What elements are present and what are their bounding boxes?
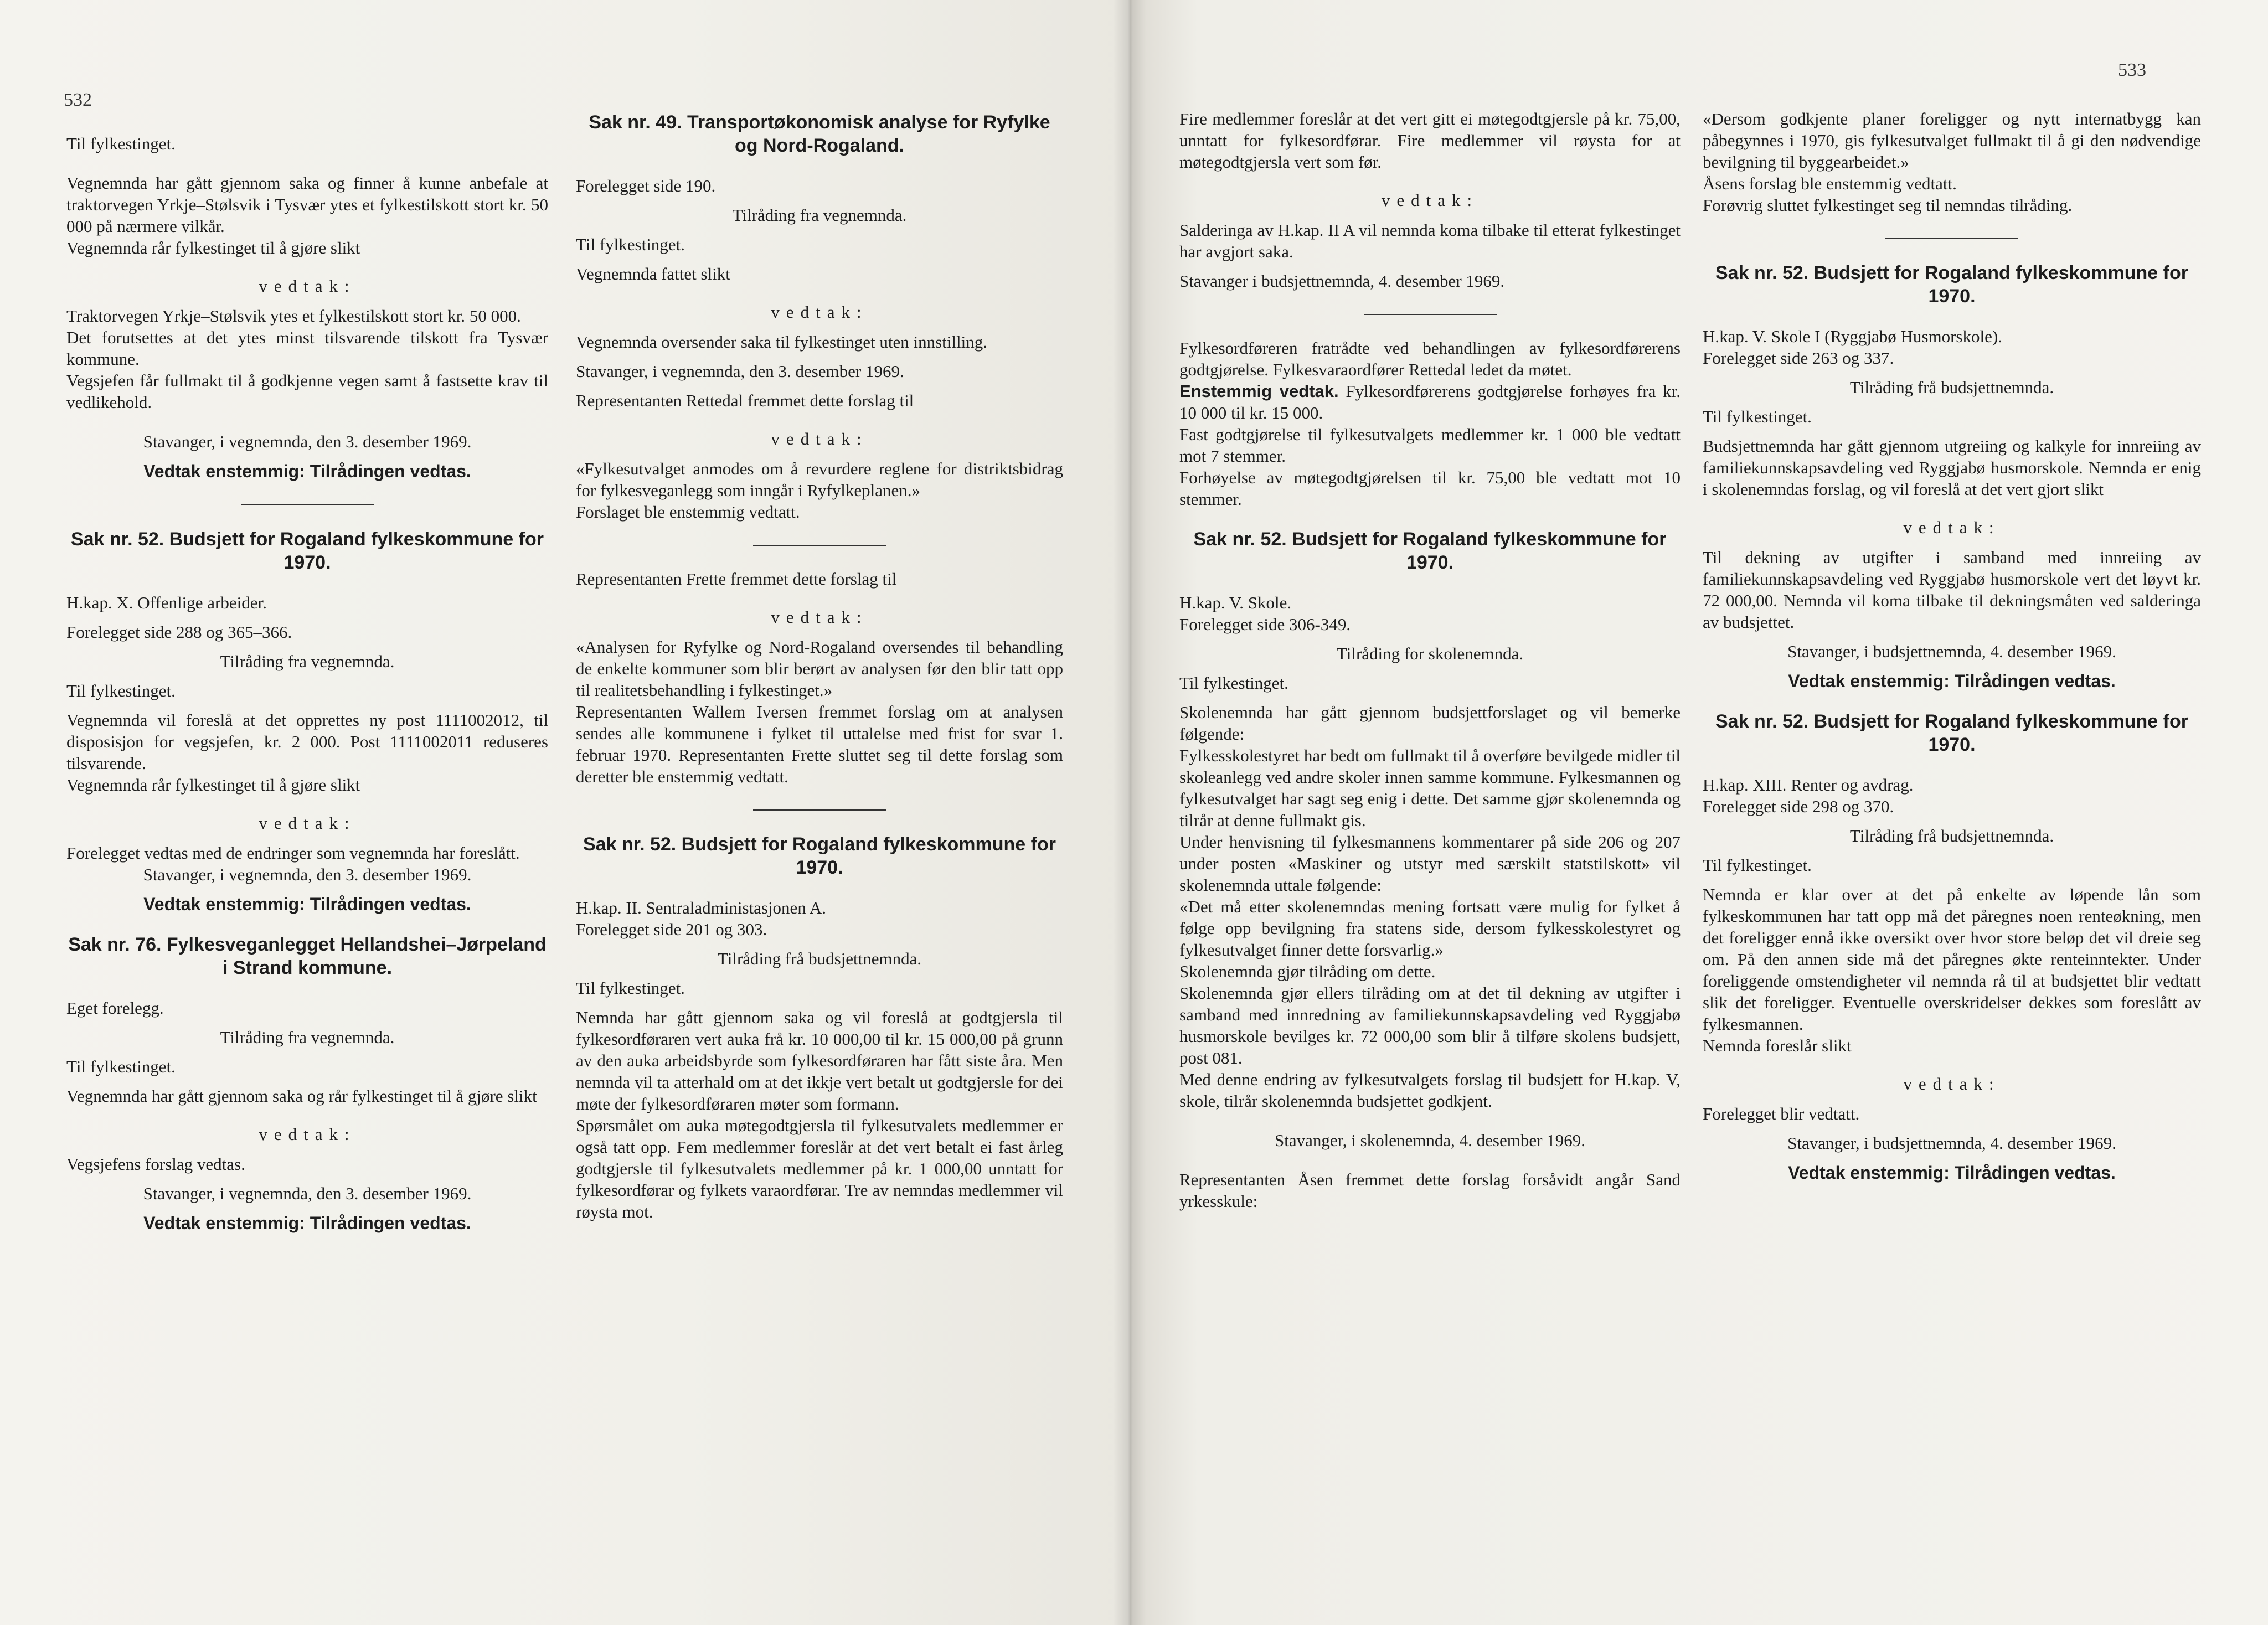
- text: H.kap. V. Skole I (Ryggjabø Husmorskole).: [1703, 327, 2002, 346]
- text: Stavanger, i budsjettnemnda, 4. desember 1969.: [1787, 1133, 2116, 1153]
- section-heading: Sak nr. 52. Budsjett for Rogaland fylkeskommune for 1970.: [1715, 262, 2188, 307]
- text: Fire medlemmer foreslår at det vert gitt ei møtegodtgjersle på kr. 75,00, unntatt for fylkesordførar. Fire medlemmer vil røysta for at møtegodtgjersla vert som før.: [1179, 109, 1681, 172]
- right-page: [1130, 0, 2268, 1625]
- text: Vegnemnda vil foreslå at det opprettes ny post 1111002012, til disposisjon for vegsjefen, kr. 2 000. Post 1111002011 reduseres tilsvarende.: [66, 710, 548, 773]
- column-2: [576, 111, 1063, 1222]
- column-4: [1703, 108, 2201, 1184]
- vedtak-label: vedtak:: [1903, 1074, 2001, 1093]
- text: Forøvrig sluttet fylkestinget seg til nemndas tilråding.: [1703, 195, 2073, 215]
- divider: [241, 504, 374, 505]
- text: Eget forelegg.: [66, 998, 164, 1018]
- text: Stavanger, i skolenemnda, 4. desember 1969.: [1275, 1131, 1585, 1150]
- decision-line: Vedtak enstemmig: Tilrådingen vedtas.: [1788, 1163, 2116, 1183]
- text: Forelegget side 190.: [576, 176, 716, 195]
- text: Forslaget ble enstemmig vedtatt.: [576, 502, 800, 522]
- text: Til fylkestinget.: [1179, 673, 1288, 693]
- text: Vegnemnda har gått gjennom saka og finner å kunne anbefale at traktorvegen Yrkje–Stølsvik i Tysvær ytes et fylkestilskott stort kr. 50 000 på nærmere vilkår.: [66, 173, 548, 236]
- text: Nemnda har gått gjennom saka og vil foreslå at godtgjersla til fylkesordføraren vert auka frå kr. 10 000,00 til kr. 15 000,00 på grunn av den auka arbeidsbyrde som fylkesordføraren har fått siste åra. Men nemnda vil ta atterhald om at det ikkje vert betalt ut godtgjersle for dei møte der fylkesordføraren møter som formann.: [576, 1008, 1063, 1113]
- text: «Dersom godkjente planer foreligger og nytt internatbygg kan påbegynnes i 1970, gis fylkesutvalget fullmakt til å gi den nødvendige bevilgning til byggearbeidet.»: [1703, 109, 2201, 172]
- text: H.kap. X. Offenlige arbeider.: [66, 593, 267, 612]
- decision-line: Vedtak enstemmig: Tilrådingen vedtas.: [1788, 671, 2116, 691]
- text: [1179, 380, 1681, 424]
- text: Tilråding frå budsjettnemnda.: [1849, 826, 2054, 845]
- text: Tilråding fra vegnemnda.: [732, 205, 907, 225]
- text: Representanten Rettedal fremmet dette forslag til: [576, 391, 914, 410]
- text: Til fylkestinget.: [576, 978, 685, 998]
- vedtak-label: vedtak:: [771, 429, 868, 448]
- text: Fylkesordførerens godtgjørelse forhøyes fra kr. 10 000 til kr. 15 000.: [1179, 381, 1681, 422]
- text: Forhøyelse av møtegodtgjørelsen til kr. 75,00 ble vedtatt mot 10 stemmer.: [1179, 468, 1681, 509]
- text: Til fylkestinget.: [1703, 855, 1812, 875]
- text: Forelegget side 288 og 365–366.: [66, 622, 292, 642]
- text: Forelegget side 263 og 337.: [1703, 348, 1894, 368]
- vedtak-label: vedtak:: [771, 302, 868, 322]
- text: Vegnemnda rår fylkestinget til å gjøre slikt: [66, 775, 360, 795]
- decision-line: Vedtak enstemmig: Tilrådingen vedtas.: [143, 461, 471, 481]
- text: Forelegget side 306-349.: [1179, 615, 1351, 634]
- text: Stavanger, i vegnemnda, den 3. desember 1969.: [143, 1184, 472, 1203]
- text: H.kap. V. Skole.: [1179, 593, 1292, 612]
- section-heading: Sak nr. 49. Transportøkonomisk analyse for Ryfylke og Nord-Rogaland.: [589, 112, 1050, 156]
- text: Det forutsettes at det ytes minst tilsvarende tilskott fra Tysvær kommune.: [66, 328, 548, 369]
- vedtak-label: vedtak:: [259, 813, 356, 833]
- text: Stavanger i budsjettnemnda, 4. desember 1969.: [1179, 271, 1505, 291]
- text: Vegnemnda oversender saka til fylkestinget uten innstilling.: [576, 332, 987, 352]
- divider: [1885, 238, 2018, 239]
- text: Stavanger, i vegnemnda, den 3. desember 1969.: [143, 432, 472, 451]
- text: Under henvisning til fylkesmannens kommentarer på side 206 og 207 under posten «Maskiner og utstyr med særskilt statstilskott» vil skolenemnda uttale følgende:: [1179, 832, 1681, 895]
- text: Tilråding for skolenemnda.: [1336, 644, 1524, 663]
- text: Representanten Wallem Iversen fremmet forslag om at analysen sendes alle kommunene i fylket til uttalelse med frist for svar 1. februar 1970. Representanten Frette sluttet seg til dette forslag som deretter ble enstemmig vedtatt.: [576, 702, 1063, 786]
- text: «Det må etter skolenemndas mening fortsatt være mulig for fylket å følge opp bevilgning fra statens side, dersom fylkesskolestyret og fylkesutvalget finner dette forsvarlig.»: [1179, 897, 1681, 959]
- text: Fast godtgjørelse til fylkesutvalgets medlemmer kr. 1 000 ble vedtatt mot 7 stemmer.: [1179, 425, 1681, 466]
- text: Forelegget vedtas med de endringer som vegnemnda har foreslått.: [66, 843, 520, 863]
- text: Til fylkestinget.: [66, 1057, 176, 1076]
- text: Til dekning av utgifter i samband med innreiing av familiekunnskapsavdeling ved Ryggjabø husmorskole vert det løyvt kr. 72 000,00. Nemnda vil koma tilbake til dekningsmåten ved salderinga av budsjettet.: [1703, 548, 2201, 632]
- text: Tilråding fra vegnemnda.: [220, 652, 395, 671]
- text: Åsens forslag ble enstemmig vedtatt.: [1703, 174, 1957, 193]
- divider: [1364, 314, 1497, 315]
- text: Salderinga av H.kap. II A vil nemnda koma tilbake til etterat fylkestinget har avgjort saka.: [1179, 220, 1681, 261]
- text: «Fylkesutvalget anmodes om å revurdere reglene for distriktsbidrag for fylkesveganlegg som inngår i Ryfylkeplanen.»: [576, 459, 1063, 500]
- text: Stavanger, i vegnemnda, den 3. desember 1969.: [143, 865, 472, 884]
- decision-line: Vedtak enstemmig: Tilrådingen vedtas.: [143, 894, 471, 914]
- text: Forelegget side 201 og 303.: [576, 920, 767, 939]
- column-3: [1179, 108, 1681, 1212]
- page-number-right: 533: [2118, 60, 2146, 80]
- section-heading: Sak nr. 52. Budsjett for Rogaland fylkeskommune for 1970.: [583, 834, 1056, 878]
- vedtak-label: vedtak:: [1381, 190, 1479, 210]
- left-page: [0, 0, 1130, 1625]
- text: Nemnda foreslår slikt: [1703, 1036, 1852, 1055]
- divider: [753, 545, 886, 546]
- text: Fylkesskolestyret har bedt om fullmakt til å overføre bevilgede midler til skoleanlegg ved andre skoler innen samme kommune. Fylkesmannen og fylkesutvalget har sagt seg enig i dette. Det samme gjør skolenemnda og tilrår at denne fullmakt gis.: [1179, 746, 1681, 830]
- text: Skolenemnda har gått gjennom budsjettforslaget og vil bemerke følgende:: [1179, 703, 1681, 744]
- text: Forelegget blir vedtatt.: [1703, 1104, 1860, 1123]
- book-gutter: [1113, 0, 1146, 1625]
- text: «Analysen for Ryfylke og Nord-Rogaland oversendes til behandling de enkelte kommuner som blir berørt av analysen før den blir tatt opp til realitetsbehandling i fylkestinget.»: [576, 637, 1063, 700]
- text: Med denne endring av fylkesutvalgets forslag til budsjett for H.kap. V, skole, tilrår skolenemnda budsjettet godkjent.: [1179, 1070, 1681, 1111]
- text: Vegnemnda rår fylkestinget til å gjøre slikt: [66, 238, 360, 257]
- text: Til fylkestinget.: [66, 134, 176, 153]
- text: Vegnemnda fattet slikt: [576, 264, 730, 283]
- section-heading: Sak nr. 52. Budsjett for Rogaland fylkeskommune for 1970.: [1193, 529, 1667, 573]
- decision-label: Enstemmig vedtak.: [1179, 381, 1339, 401]
- text: Nemnda er klar over at det på enkelte av løpende lån som fylkeskommunen har tatt opp må det påregnes noen renteøkning, men det foreligger ennå ikke oversikt over hvor store beløp det vil dreie seg om. På den annen side må det påregnes økte renteinntekter. Under foreliggende omstendigheter vil nemnda rå til at budsjettet blir vedtatt slik det foreligger. Eventuelle overskridelser dekkes som foreslått av fylkesmannen.: [1703, 885, 2201, 1034]
- text: Vegsjefen får fullmakt til å godkjenne vegen samt å fastsette krav til vedlikehold.: [66, 371, 548, 412]
- text: Budsjettnemnda har gått gjennom utgreiing og kalkyle for innreiing av familiekunnskapsavdeling ved Ryggjabø husmorskole. Nemnda er enig i skolenemndas forslag, og vil foreslå at det vert gjort slikt: [1703, 436, 2201, 499]
- section-heading: Sak nr. 52. Budsjett for Rogaland fylkeskommune for 1970.: [1715, 711, 2188, 755]
- text: Fylkesordføreren fratrådte ved behandlingen av fylkesordførerens godtgjørelse. Fylkesvaraordfører Rettedal ledet da møtet.: [1179, 338, 1681, 379]
- vedtak-label: vedtak:: [259, 1124, 356, 1144]
- divider: [753, 809, 886, 811]
- section-heading: Sak nr. 76. Fylkesveganlegget Hellandshei–Jørpeland i Strand kommune.: [68, 934, 547, 978]
- text: Til fylkestinget.: [576, 235, 685, 254]
- vedtak-label: vedtak:: [771, 607, 868, 627]
- text: Tilråding frå budsjettnemnda.: [717, 949, 922, 968]
- decision-line: Vedtak enstemmig: Tilrådingen vedtas.: [143, 1213, 471, 1233]
- vedtak-label: vedtak:: [259, 276, 356, 296]
- section-heading: Sak nr. 52. Budsjett for Rogaland fylkeskommune for 1970.: [71, 529, 544, 573]
- text: Forelegget side 298 og 370.: [1703, 797, 1894, 816]
- text: H.kap. XIII. Renter og avdrag.: [1703, 775, 1914, 795]
- text: Stavanger, i vegnemnda, den 3. desember 1969.: [576, 362, 904, 381]
- text: Stavanger, i budsjettnemnda, 4. desember 1969.: [1787, 642, 2116, 661]
- column-1: [66, 133, 548, 1234]
- text: Til fylkestinget.: [66, 681, 176, 700]
- text: Spørsmålet om auka møtegodtgjersla til fylkesutvalets medlemmer er også tatt opp. Fem medlemmer foreslår at det vert betalt ei fast årleg godtgjersle til fylkesutvalets medlemmer på kr. 1 000,00 unntatt for fylkesordførar og fylkets varaordførar. Tre av nemndas medlemmer vil røysta mot.: [576, 1116, 1063, 1221]
- page-number-left: 532: [64, 90, 92, 110]
- text: Traktorvegen Yrkje–Stølsvik ytes et fylkestilskott stort kr. 50 000.: [66, 306, 521, 326]
- text: Representanten Frette fremmet dette forslag til: [576, 569, 897, 589]
- text: Representanten Åsen fremmet dette forslag forsåvidt angår Sand yrkesskule:: [1179, 1170, 1681, 1211]
- text: Skolenemnda gjør tilråding om dette.: [1179, 962, 1436, 981]
- vedtak-label: vedtak:: [1903, 518, 2001, 537]
- text: H.kap. II. Sentraladministasjonen A.: [576, 898, 826, 917]
- text: Vegnemnda har gått gjennom saka og rår fylkestinget til å gjøre slikt: [66, 1086, 537, 1106]
- text: Til fylkestinget.: [1703, 407, 1812, 426]
- text: Vegsjefens forslag vedtas.: [66, 1154, 245, 1174]
- text: Skolenemnda gjør ellers tilråding om at det til dekning av utgifter i samband med innredning av familiekunnskapsavdeling ved Ryggjabø husmorskole bevilges kr. 72 000,00 som blir å tilføre skolens budsjett, post 081.: [1179, 983, 1681, 1067]
- text: Tilråding fra vegnemnda.: [220, 1028, 395, 1047]
- text: Tilråding frå budsjettnemnda.: [1849, 378, 2054, 397]
